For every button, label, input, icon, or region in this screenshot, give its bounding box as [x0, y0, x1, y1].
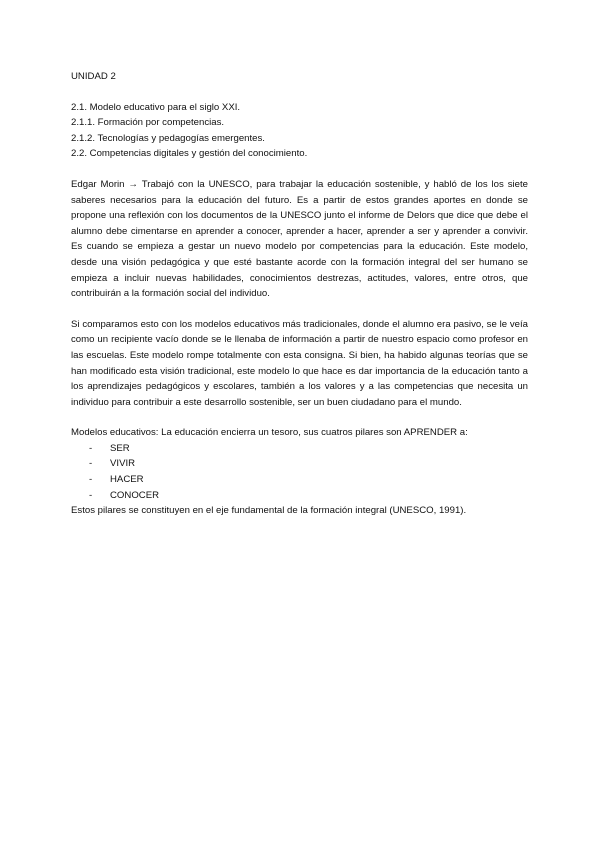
toc-item: 2.1.1. Formación por competencias. — [71, 117, 225, 129]
list-item — [71, 472, 528, 488]
paragraph-morin: Edgar Morin → Trabajó con la UNESCO, para trabajar la educación sostenible, y habló de los los siete saberes necesarios para la educación del futuro. Es a partir de estos grandes aportes en donde se propone una reflexión con los documentos de la UNESCO junto el informe de Delors que dice que debe el alumno debe cimentarse en aprender a conocer, aprender a hacer, aprender a ser y aprender a convivir. Es cuando se empieza a gestar un nuevo modelo por competencias para la educación. Este modelo, desde una visión pedagógica y que esté bastante acorde con la formación integral del ser humano se empieza a incluir nuevas habilidades, conocimientos destrezas, actitudes, valores, entre otros, que contribuirán a la formación social del individuo. — [71, 178, 528, 300]
list-item — [71, 488, 528, 504]
dash-bullet: - — [89, 458, 93, 470]
pillar-label: CONOCER — [110, 489, 160, 501]
table-of-contents — [71, 100, 528, 162]
dash-bullet: - — [89, 489, 93, 501]
toc-item: 2.1.2. Tecnologías y pedagogías emergentes. — [71, 132, 265, 144]
pillar-label: HACER — [110, 474, 144, 486]
toc-item: 2.1. Modelo educativo para el siglo XXI. — [71, 101, 241, 113]
pillar-label: VIVIR — [110, 458, 136, 470]
list-item — [71, 456, 528, 472]
document-body — [71, 69, 528, 519]
models-intro: Modelos educativos: La educación encierra un tesoro, sus cuatros pilares son APRENDER a: — [71, 427, 468, 439]
closing-sentence: Estos pilares se constituyen en el eje fundamental de la formación integral (UNESCO, 1991). — [71, 505, 467, 517]
unit-title: UNIDAD 2 — [71, 71, 116, 82]
toc-item: 2.2. Competencias digitales y gestión del conocimiento. — [71, 148, 308, 160]
pillar-label: SER — [110, 442, 130, 454]
list-item — [71, 441, 528, 457]
dash-bullet: - — [89, 474, 93, 486]
pillars-list — [71, 441, 528, 503]
paragraph-comparison: Si comparamos esto con los modelos educativos más tradicionales, donde el alumno era pasivo, se le veía como un recipiente vacío donde se le llenaba de información a partir de nuestro espacio como profesor en las escuelas. Este modelo rompe totalmente con esta consigna. Si bien, ha habido algunas teorías que se han modificado esta visión tradicional, este modelo lo que hace es dar importancia de la educación tanto a los aprendizajes pedagógicos y escolares, también a los valores y a las competencias que necesita un individuo para contribuir a este desarrollo sostenible, ser un buen ciudadano para el mundo. — [71, 318, 528, 408]
dash-bullet: - — [89, 442, 93, 454]
